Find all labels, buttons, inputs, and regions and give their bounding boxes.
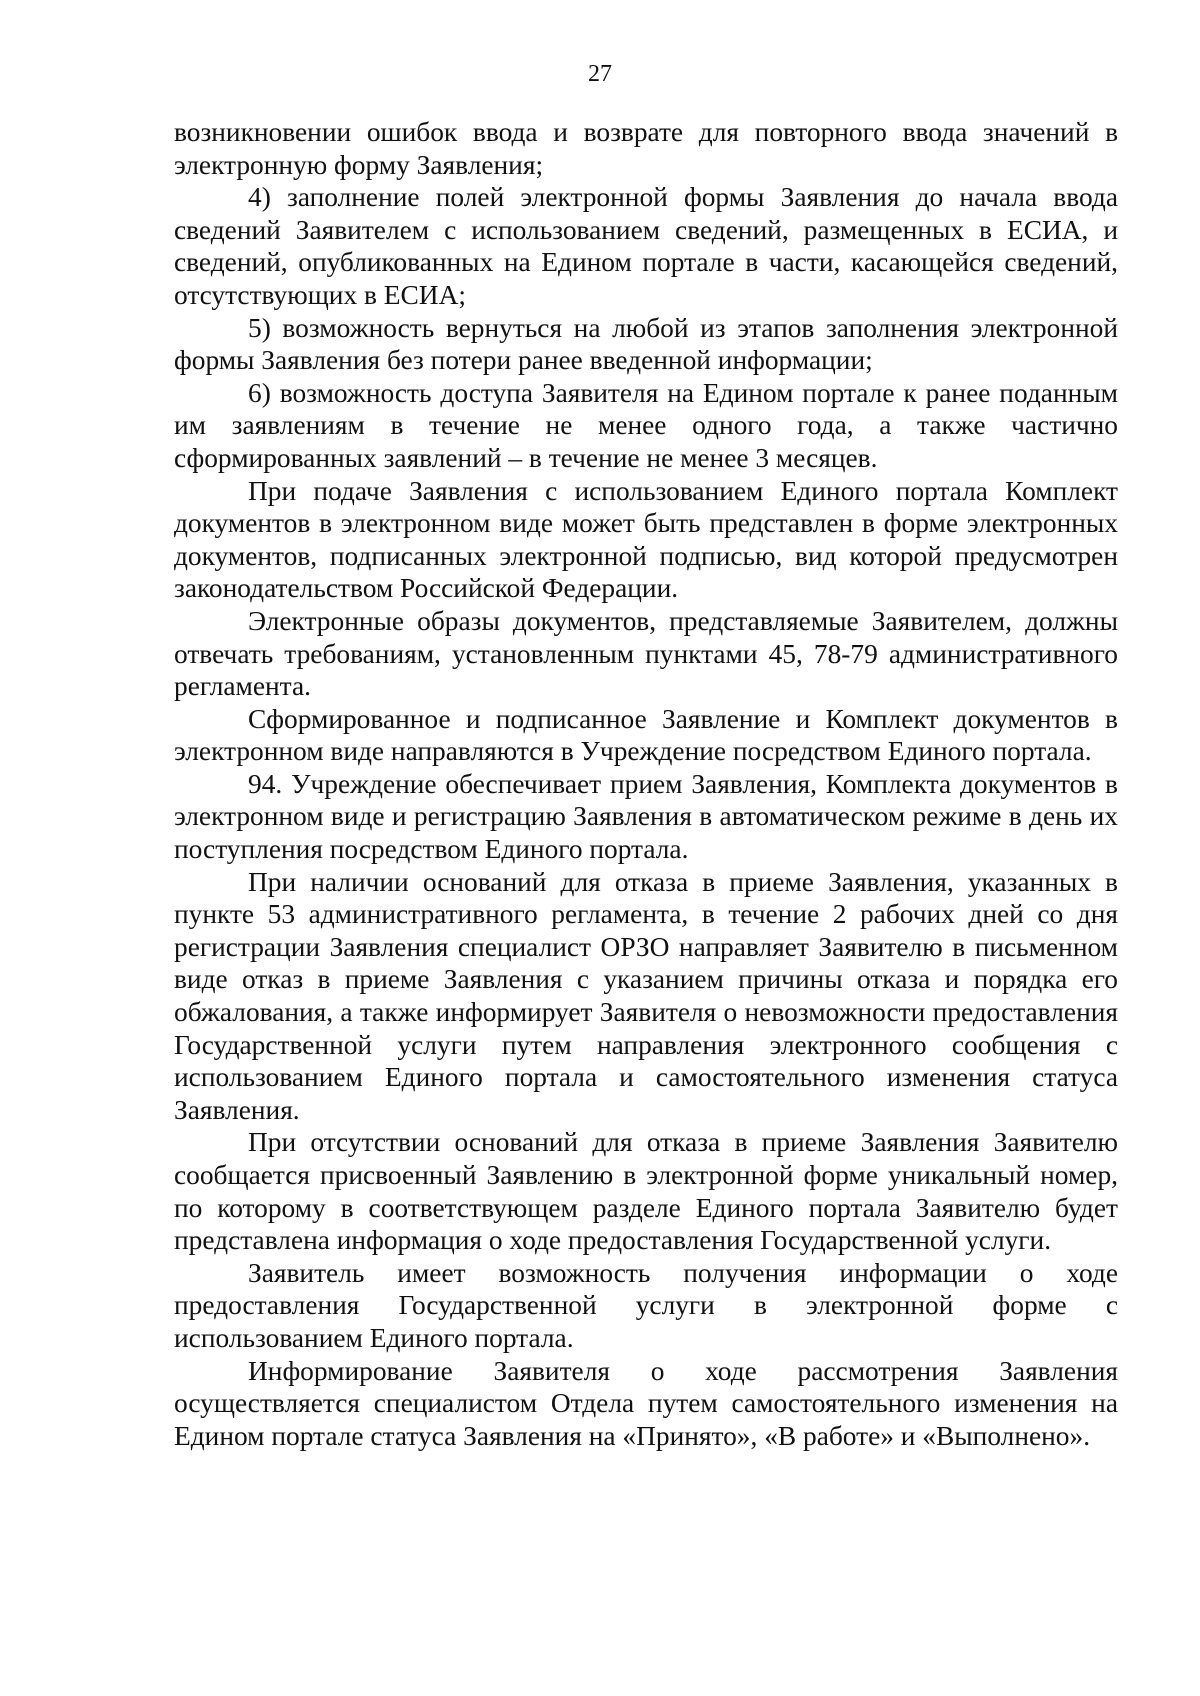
paragraph-refusal: При наличии оснований для отказа в приеме Заявления, указанных в пункте 53 административного регламента, в течение 2 рабочих дней со дня регистрации Заявления специалист ОРЗО направляет Заявителю в письменном виде отказ в приеме Заявления с указанием причины отказа и порядка его обжалования, а также информирует Заявителя о невозможности предоставления Государственной услуги путем направления электронного сообщения с использованием Единого портала и самостоятельного изменения статуса Заявления. (174, 866, 1118, 1125)
paragraph-item-5: 5) возможность вернуться на любой из этапов заполнения электронной формы Заявления без потери ранее введенной информации; (174, 312, 1118, 376)
paragraph-notification: Информирование Заявителя о ходе рассмотрения Заявления осуществляется специалистом Отдела путем самостоятельного изменения на Едином портале статуса Заявления на «Принято», «В работе» и «Выполнено». (174, 1355, 1118, 1451)
paragraph-electronic-documents: При подаче Заявления с использованием Единого портала Комплект документов в электронном виде может быть представлен в форме электронных документов, подписанных электронной подписью, вид которой предусмотрен законодательством Российской Федерации. (174, 475, 1118, 604)
paragraph-item-6: 6) возможность доступа Заявителя на Едином портале к ранее поданным им заявлениям в течение не менее одного года, а также частично сформированных заявлений – в течение не менее 3 месяцев. (174, 377, 1118, 473)
document-body (174, 116, 1118, 1452)
paragraph-electronic-images: Электронные образы документов, представляемые Заявителем, должны отвечать требованиям, установленным пунктами 45, 78-79 административного регламента. (174, 605, 1118, 702)
paragraph-unique-number: При отсутствии оснований для отказа в приеме Заявления Заявителю сообщается присвоенный Заявлению в электронной форме уникальный номер, по которому в соответствующем разделе Единого портала Заявителю будет представлена информация о ходе предоставления Государственной услуги. (174, 1127, 1118, 1256)
paragraph-continuation: возникновении ошибок ввода и возврате для повторного ввода значений в электронную форму Заявления; (174, 117, 1118, 180)
paragraph-item-4: 4) заполнение полей электронной формы Заявления до начала ввода сведений Заявителем с использованием сведений, размещенных в ЕСИА, и сведений, опубликованных на Едином портале в части, касающейся сведений, отсутствующих в ЕСИА; (174, 182, 1118, 310)
paragraph-status-info: Заявитель имеет возможность получения информации о ходе предоставления Государственной услуги в электронной форме с использованием Единого портала. (174, 1257, 1118, 1353)
paragraph-clause-94: 94. Учреждение обеспечивает прием Заявления, Комплекта документов в электронном виде и регистрацию Заявления в автоматическом режиме в день их поступления посредством Единого портала. (174, 768, 1118, 865)
page-number: 27 (588, 61, 612, 87)
paragraph-submission: Сформированное и подписанное Заявление и Комплект документов в электронном виде направляются в Учреждение посредством Единого портала. (174, 703, 1118, 767)
